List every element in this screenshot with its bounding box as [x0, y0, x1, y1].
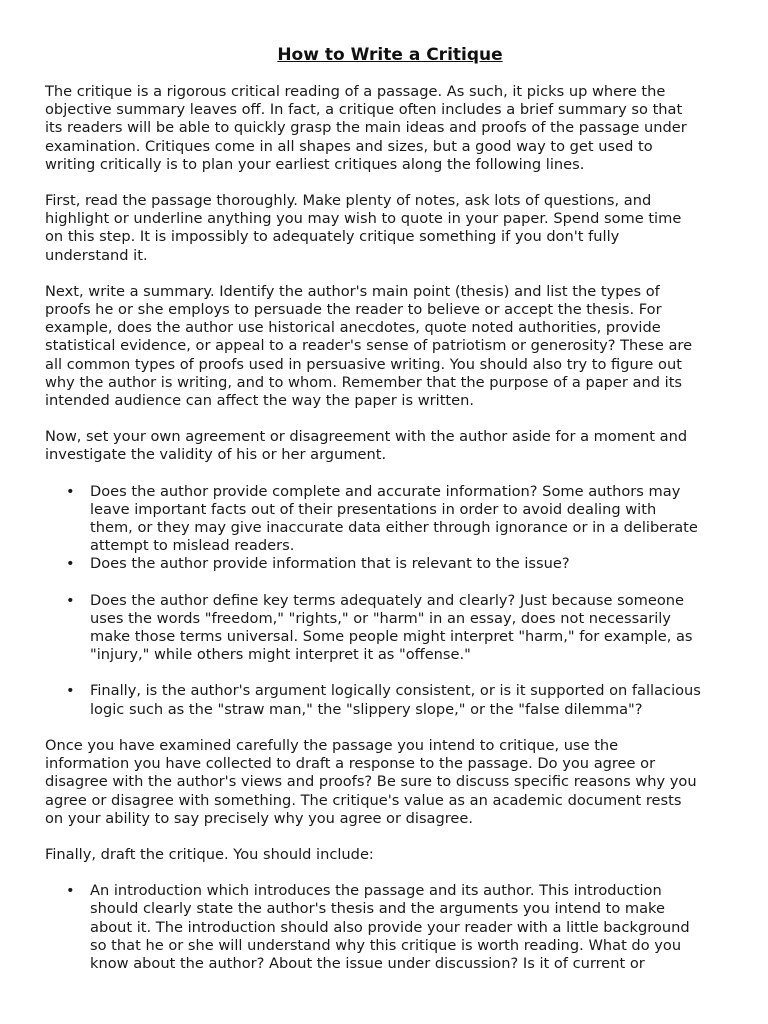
list-item-introduction: • An introduction which introduces the passage and its author. This introduction should clearly state the author's thesis and the arguments you intend to make about it. The introduction should also provide your reader with a little background so that he or she will understand why this critique is worth reading. What do you know about the author? About the issue under discussion? Is it of current or	[45, 882, 735, 973]
critique-contents-list	[45, 882, 735, 973]
paragraph-draft-critique: Finally, draft the critique. You should include:	[45, 845, 374, 863]
list-item-relevant-information: • Does the author provide information that is relevant to the issue?	[45, 555, 735, 573]
paragraph-read-passage: First, read the passage thoroughly. Make plenty of notes, ask lots of questions, and highlight or underline anything you may wish to quote in your paper. Spend some time on this step. It is impossibly to adequately critique something if you don't fully understand it.	[45, 192, 682, 264]
list-item-complete-information: • Does the author provide complete and accurate information? Some authors may leave important facts out of their presentations in order to avoid dealing with them, or they may give inaccurate data either through ignorance or in a deliberate attempt to mislead readers.	[45, 483, 735, 556]
paragraph-draft-response: Once you have examined carefully the passage you intend to critique, use the information you have collected to draft a response to the passage. Do you agree or disagree with the author's views and proofs? Be sure to discuss specific reasons why you agree or disagree with something. The critique's value as an academic document rests on your ability to say precisely why you agree or disagree.	[45, 736, 697, 827]
document-page	[45, 44, 735, 991]
list-item-logical-consistency: • Finally, is the author's argument logically consistent, or is it supported on fallacious logic such as the "straw man," the "slippery slope," or the "false dilemma"?	[45, 682, 735, 718]
paragraph-investigate-validity: Now, set your own agreement or disagreement with the author aside for a moment and investigate the validity of his or her argument.	[45, 428, 688, 464]
validity-questions-list	[45, 483, 735, 719]
paragraph-intro: The critique is a rigorous critical reading of a passage. As such, it picks up where the objective summary leaves off. In fact, a critique often includes a brief summary so that its readers will be able to quickly grasp the main ideas and proofs of the passage under examination. Critiques come in all shapes and sizes, but a good way to get used to writing critically is to plan your earliest critiques along the following lines.	[45, 83, 687, 173]
paragraph-write-summary: Next, write a summary. Identify the author's main point (thesis) and list the types of proofs he or she employs to persuade the reader to believe or accept the thesis. For example, does the author use historical anecdotes, quote noted authorities, provide statistical evidence, or appeal to a reader's sense of patriotism or generosity? These are all common types of proofs used in persuasive writing. You should also try to figure out why the author is writing, and to whom. Remember that the purpose of a paper and its intended audience can affect the way the paper is written.	[45, 282, 693, 410]
document-title: How to Write a Critique	[277, 45, 503, 65]
list-item-key-terms: • Does the author define key terms adequately and clearly? Just because someone uses the words "freedom," "rights," or "harm" in an essay, does not necessarily make those terms universal. Some people might interpret "harm," for example, as "injury," while others might interpret it as "offense."	[45, 592, 735, 665]
